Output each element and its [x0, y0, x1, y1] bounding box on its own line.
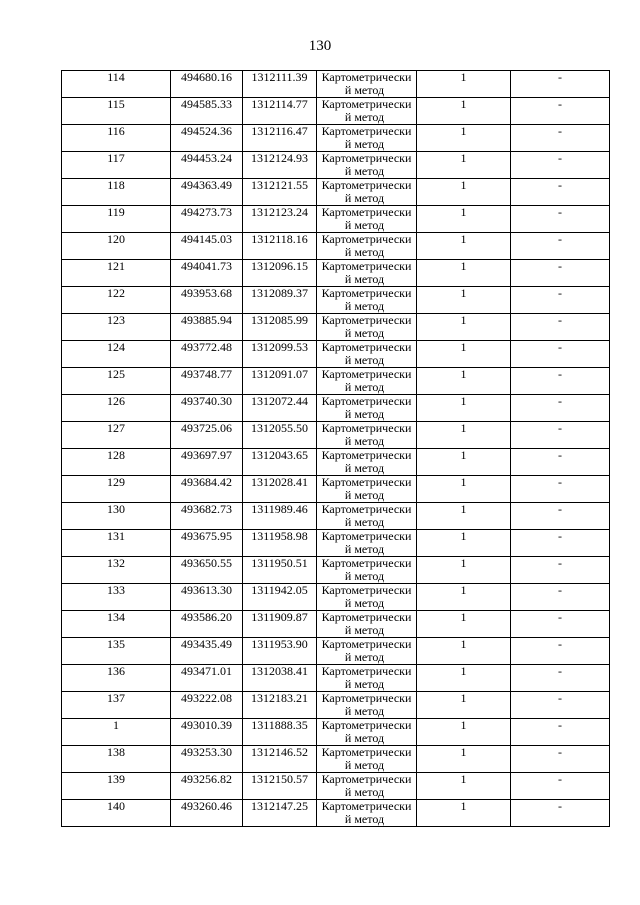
y-coordinate-cell: 1312028.41	[243, 476, 317, 503]
description-cell: -	[511, 665, 610, 692]
accuracy-cell: 1	[417, 503, 511, 530]
accuracy-cell: 1	[417, 152, 511, 179]
method-text-line2: й метод	[344, 623, 385, 637]
method-text-line2: й метод	[344, 596, 385, 610]
x-coordinate-cell: 494585.33	[171, 98, 243, 125]
x-coordinate-cell: 494273.73	[171, 206, 243, 233]
x-coordinate-cell: 493682.73	[171, 503, 243, 530]
table-row	[62, 449, 610, 476]
point-number-cell: 115	[62, 98, 171, 125]
method-text-line2: й метод	[344, 704, 385, 718]
table-row	[62, 206, 610, 233]
method-cell	[317, 125, 417, 152]
description-cell: -	[511, 368, 610, 395]
point-number-cell: 116	[62, 125, 171, 152]
method-text-line1: Картометрически	[321, 664, 412, 678]
method-text-line2: й метод	[344, 461, 385, 475]
method-cell	[317, 179, 417, 206]
method-text-line2: й метод	[344, 650, 385, 664]
description-cell: -	[511, 692, 610, 719]
table-row	[62, 476, 610, 503]
point-number-cell: 118	[62, 179, 171, 206]
x-coordinate-cell: 493675.95	[171, 530, 243, 557]
point-number-cell: 131	[62, 530, 171, 557]
method-cell	[317, 341, 417, 368]
y-coordinate-cell: 1312072.44	[243, 395, 317, 422]
accuracy-cell: 1	[417, 71, 511, 98]
description-cell: -	[511, 179, 610, 206]
description-cell: -	[511, 98, 610, 125]
point-number-cell: 126	[62, 395, 171, 422]
point-number-cell: 124	[62, 341, 171, 368]
accuracy-cell: 1	[417, 449, 511, 476]
x-coordinate-cell: 493885.94	[171, 314, 243, 341]
accuracy-cell: 1	[417, 125, 511, 152]
method-text-line1: Картометрически	[321, 421, 412, 435]
point-number-cell: 122	[62, 287, 171, 314]
accuracy-cell: 1	[417, 314, 511, 341]
x-coordinate-cell: 493010.39	[171, 719, 243, 746]
point-number-cell: 134	[62, 611, 171, 638]
method-text-line2: й метод	[344, 677, 385, 691]
method-text-line2: й метод	[344, 407, 385, 421]
method-text-line1: Картометрически	[321, 772, 412, 786]
accuracy-cell: 1	[417, 260, 511, 287]
method-cell	[317, 692, 417, 719]
accuracy-cell: 1	[417, 98, 511, 125]
table-row	[62, 368, 610, 395]
page-number: 130	[308, 38, 332, 54]
x-coordinate-cell: 493748.77	[171, 368, 243, 395]
y-coordinate-cell: 1311909.87	[243, 611, 317, 638]
point-number-cell: 130	[62, 503, 171, 530]
table-row	[62, 692, 610, 719]
method-text-line1: Картометрически	[321, 691, 412, 705]
accuracy-cell: 1	[417, 692, 511, 719]
table-row	[62, 584, 610, 611]
y-coordinate-cell: 1312091.07	[243, 368, 317, 395]
point-number-cell: 121	[62, 260, 171, 287]
method-text-line1: Картометрически	[321, 97, 412, 111]
description-cell: -	[511, 206, 610, 233]
method-text-line2: й метод	[344, 272, 385, 286]
method-cell	[317, 152, 417, 179]
x-coordinate-cell: 493253.30	[171, 746, 243, 773]
x-coordinate-cell: 494145.03	[171, 233, 243, 260]
description-cell: -	[511, 233, 610, 260]
table-row	[62, 422, 610, 449]
table-row	[62, 152, 610, 179]
point-number-cell: 114	[62, 71, 171, 98]
method-cell	[317, 746, 417, 773]
point-number-cell: 119	[62, 206, 171, 233]
table-row	[62, 314, 610, 341]
y-coordinate-cell: 1312146.52	[243, 746, 317, 773]
method-text-line2: й метод	[344, 191, 385, 205]
description-cell: -	[511, 260, 610, 287]
method-cell	[317, 71, 417, 98]
accuracy-cell: 1	[417, 773, 511, 800]
method-cell	[317, 800, 417, 827]
method-text-line1: Картометрически	[321, 151, 412, 165]
table-row	[62, 71, 610, 98]
method-text-line2: й метод	[344, 110, 385, 124]
method-text-line2: й метод	[344, 488, 385, 502]
description-cell: -	[511, 800, 610, 827]
description-cell: -	[511, 557, 610, 584]
method-text-line1: Картометрически	[321, 745, 412, 759]
accuracy-cell: 1	[417, 638, 511, 665]
x-coordinate-cell: 493435.49	[171, 638, 243, 665]
accuracy-cell: 1	[417, 530, 511, 557]
x-coordinate-cell: 493953.68	[171, 287, 243, 314]
table-row	[62, 611, 610, 638]
method-cell	[317, 314, 417, 341]
y-coordinate-cell: 1311888.35	[243, 719, 317, 746]
method-text-line1: Картометрически	[321, 718, 412, 732]
accuracy-cell: 1	[417, 584, 511, 611]
method-cell	[317, 719, 417, 746]
method-text-line2: й метод	[344, 164, 385, 178]
method-text-line1: Картометрически	[321, 637, 412, 651]
method-cell	[317, 98, 417, 125]
point-number-cell: 137	[62, 692, 171, 719]
method-cell	[317, 638, 417, 665]
y-coordinate-cell: 1312085.99	[243, 314, 317, 341]
table-row	[62, 341, 610, 368]
method-text-line2: й метод	[344, 785, 385, 799]
method-text-line2: й метод	[344, 758, 385, 772]
method-text-line1: Картометрически	[321, 448, 412, 462]
accuracy-cell: 1	[417, 719, 511, 746]
y-coordinate-cell: 1311950.51	[243, 557, 317, 584]
coordinates-table	[61, 70, 610, 827]
table-row	[62, 179, 610, 206]
x-coordinate-cell: 493684.42	[171, 476, 243, 503]
y-coordinate-cell: 1312124.93	[243, 152, 317, 179]
point-number-cell: 135	[62, 638, 171, 665]
accuracy-cell: 1	[417, 611, 511, 638]
x-coordinate-cell: 493471.01	[171, 665, 243, 692]
accuracy-cell: 1	[417, 665, 511, 692]
description-cell: -	[511, 638, 610, 665]
method-text-line1: Картометрически	[321, 556, 412, 570]
point-number-cell: 1	[62, 719, 171, 746]
table-row	[62, 665, 610, 692]
table-row	[62, 233, 610, 260]
method-text-line2: й метод	[344, 731, 385, 745]
point-number-cell: 133	[62, 584, 171, 611]
method-text-line2: й метод	[344, 812, 385, 826]
method-text-line1: Картометрически	[321, 502, 412, 516]
description-cell: -	[511, 71, 610, 98]
point-number-cell: 132	[62, 557, 171, 584]
coordinates-table-body	[62, 71, 610, 827]
description-cell: -	[511, 314, 610, 341]
accuracy-cell: 1	[417, 287, 511, 314]
y-coordinate-cell: 1312123.24	[243, 206, 317, 233]
point-number-cell: 140	[62, 800, 171, 827]
y-coordinate-cell: 1311989.46	[243, 503, 317, 530]
description-cell: -	[511, 422, 610, 449]
method-text-line2: й метод	[344, 299, 385, 313]
x-coordinate-cell: 493260.46	[171, 800, 243, 827]
method-cell	[317, 584, 417, 611]
accuracy-cell: 1	[417, 206, 511, 233]
accuracy-cell: 1	[417, 233, 511, 260]
method-text-line1: Картометрически	[321, 313, 412, 327]
y-coordinate-cell: 1312055.50	[243, 422, 317, 449]
accuracy-cell: 1	[417, 557, 511, 584]
method-cell	[317, 665, 417, 692]
method-cell	[317, 233, 417, 260]
description-cell: -	[511, 773, 610, 800]
y-coordinate-cell: 1312099.53	[243, 341, 317, 368]
y-coordinate-cell: 1312183.21	[243, 692, 317, 719]
y-coordinate-cell: 1312111.39	[243, 71, 317, 98]
description-cell: -	[511, 125, 610, 152]
method-text-line1: Картометрически	[321, 529, 412, 543]
point-number-cell: 138	[62, 746, 171, 773]
method-cell	[317, 422, 417, 449]
method-text-line2: й метод	[344, 380, 385, 394]
method-text-line2: й метод	[344, 542, 385, 556]
table-row	[62, 719, 610, 746]
y-coordinate-cell: 1311953.90	[243, 638, 317, 665]
method-cell	[317, 449, 417, 476]
accuracy-cell: 1	[417, 800, 511, 827]
method-cell	[317, 287, 417, 314]
method-text-line2: й метод	[344, 326, 385, 340]
description-cell: -	[511, 503, 610, 530]
table-row	[62, 800, 610, 827]
x-coordinate-cell: 493740.30	[171, 395, 243, 422]
y-coordinate-cell: 1311958.98	[243, 530, 317, 557]
accuracy-cell: 1	[417, 395, 511, 422]
table-row	[62, 530, 610, 557]
description-cell: -	[511, 530, 610, 557]
x-coordinate-cell: 494680.16	[171, 71, 243, 98]
accuracy-cell: 1	[417, 422, 511, 449]
y-coordinate-cell: 1312043.65	[243, 449, 317, 476]
table-row	[62, 773, 610, 800]
description-cell: -	[511, 584, 610, 611]
x-coordinate-cell: 493222.08	[171, 692, 243, 719]
x-coordinate-cell: 494041.73	[171, 260, 243, 287]
method-text-line1: Картометрически	[321, 70, 412, 84]
description-cell: -	[511, 449, 610, 476]
table-row	[62, 125, 610, 152]
method-cell	[317, 206, 417, 233]
x-coordinate-cell: 493586.20	[171, 611, 243, 638]
point-number-cell: 120	[62, 233, 171, 260]
y-coordinate-cell: 1312089.37	[243, 287, 317, 314]
table-row	[62, 503, 610, 530]
point-number-cell: 128	[62, 449, 171, 476]
table-row	[62, 557, 610, 584]
table-row	[62, 746, 610, 773]
point-number-cell: 129	[62, 476, 171, 503]
method-text-line1: Картометрически	[321, 367, 412, 381]
point-number-cell: 117	[62, 152, 171, 179]
method-text-line1: Картометрически	[321, 124, 412, 138]
method-cell	[317, 395, 417, 422]
y-coordinate-cell: 1312118.16	[243, 233, 317, 260]
accuracy-cell: 1	[417, 179, 511, 206]
method-cell	[317, 260, 417, 287]
method-text-line1: Картометрически	[321, 232, 412, 246]
method-text-line2: й метод	[344, 137, 385, 151]
method-cell	[317, 368, 417, 395]
point-number-cell: 127	[62, 422, 171, 449]
description-cell: -	[511, 719, 610, 746]
method-text-line2: й метод	[344, 515, 385, 529]
method-text-line2: й метод	[344, 353, 385, 367]
method-text-line1: Картометрически	[321, 583, 412, 597]
method-cell	[317, 476, 417, 503]
method-text-line2: й метод	[344, 569, 385, 583]
x-coordinate-cell: 493772.48	[171, 341, 243, 368]
description-cell: -	[511, 476, 610, 503]
x-coordinate-cell: 493697.97	[171, 449, 243, 476]
y-coordinate-cell: 1312096.15	[243, 260, 317, 287]
accuracy-cell: 1	[417, 476, 511, 503]
method-text-line1: Картометрически	[321, 475, 412, 489]
description-cell: -	[511, 152, 610, 179]
method-text-line1: Картометрически	[321, 205, 412, 219]
method-cell	[317, 557, 417, 584]
point-number-cell: 125	[62, 368, 171, 395]
method-text-line2: й метод	[344, 218, 385, 232]
method-text-line1: Картометрически	[321, 259, 412, 273]
y-coordinate-cell: 1311942.05	[243, 584, 317, 611]
method-cell	[317, 530, 417, 557]
x-coordinate-cell: 494453.24	[171, 152, 243, 179]
accuracy-cell: 1	[417, 341, 511, 368]
method-cell	[317, 773, 417, 800]
method-text-line1: Картометрически	[321, 340, 412, 354]
description-cell: -	[511, 287, 610, 314]
table-row	[62, 98, 610, 125]
x-coordinate-cell: 493613.30	[171, 584, 243, 611]
x-coordinate-cell: 493725.06	[171, 422, 243, 449]
y-coordinate-cell: 1312116.47	[243, 125, 317, 152]
x-coordinate-cell: 494524.36	[171, 125, 243, 152]
point-number-cell: 139	[62, 773, 171, 800]
table-row	[62, 260, 610, 287]
method-text-line2: й метод	[344, 83, 385, 97]
description-cell: -	[511, 611, 610, 638]
method-text-line2: й метод	[344, 434, 385, 448]
method-text-line1: Картометрически	[321, 394, 412, 408]
point-number-cell: 136	[62, 665, 171, 692]
y-coordinate-cell: 1312038.41	[243, 665, 317, 692]
description-cell: -	[511, 395, 610, 422]
accuracy-cell: 1	[417, 746, 511, 773]
y-coordinate-cell: 1312147.25	[243, 800, 317, 827]
accuracy-cell: 1	[417, 368, 511, 395]
x-coordinate-cell: 493650.55	[171, 557, 243, 584]
table-row	[62, 395, 610, 422]
description-cell: -	[511, 746, 610, 773]
y-coordinate-cell: 1312150.57	[243, 773, 317, 800]
method-text-line1: Картометрически	[321, 610, 412, 624]
table-row	[62, 638, 610, 665]
y-coordinate-cell: 1312114.77	[243, 98, 317, 125]
point-number-cell: 123	[62, 314, 171, 341]
method-text-line2: й метод	[344, 245, 385, 259]
x-coordinate-cell: 493256.82	[171, 773, 243, 800]
description-cell: -	[511, 341, 610, 368]
method-text-line1: Картометрически	[321, 178, 412, 192]
method-text-line1: Картометрически	[321, 799, 412, 813]
method-cell	[317, 503, 417, 530]
x-coordinate-cell: 494363.49	[171, 179, 243, 206]
table-row	[62, 287, 610, 314]
y-coordinate-cell: 1312121.55	[243, 179, 317, 206]
method-text-line1: Картометрически	[321, 286, 412, 300]
method-cell	[317, 611, 417, 638]
